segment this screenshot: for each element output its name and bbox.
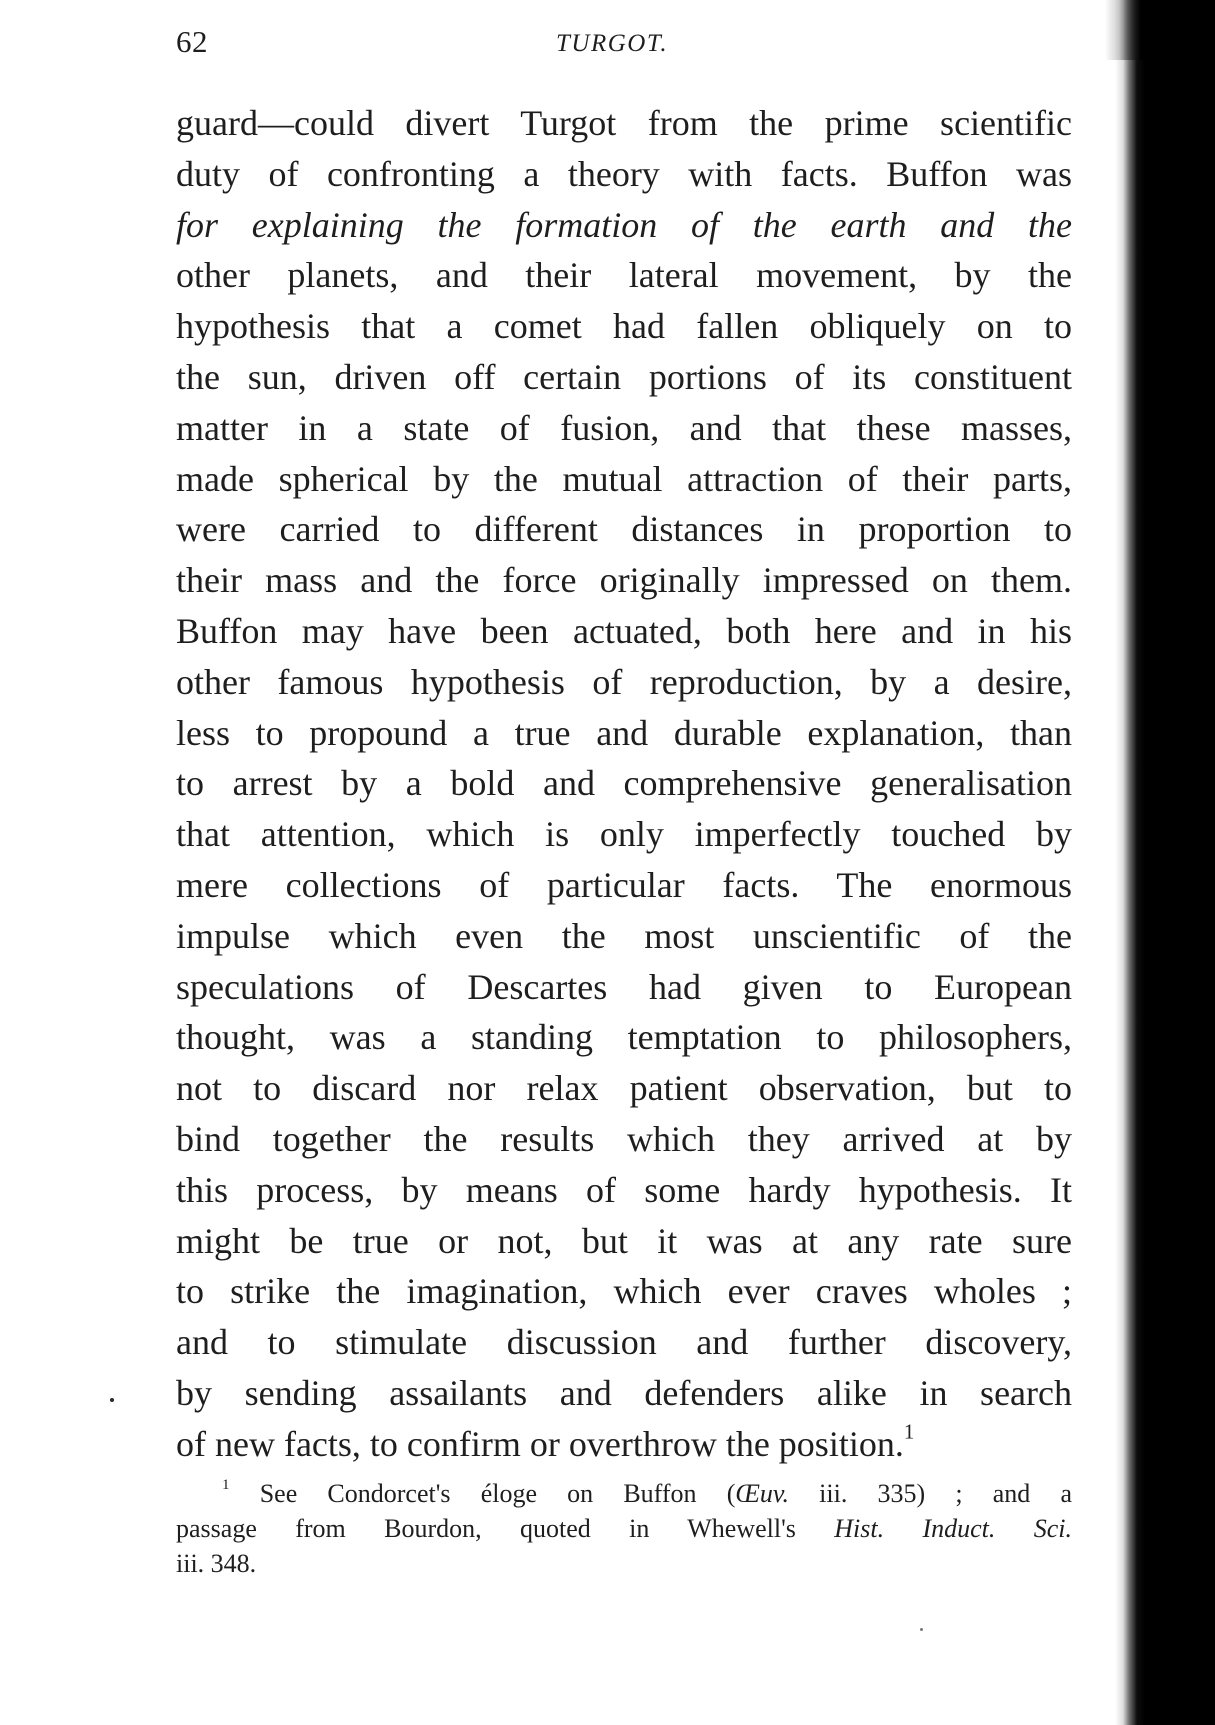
text-line: thought, was a standing temptation to philosophers, [176, 1017, 1072, 1058]
text-line: the sun, driven off certain portions of its constituent [176, 356, 1072, 397]
text-line [176, 200, 1072, 251]
text-line: and to stimulate discussion and further discovery, [176, 1322, 1072, 1363]
text-line: hypothesis that a comet had fallen obliquely on to [176, 306, 1072, 347]
text-line: impulse which even the most unscientific of the [176, 915, 1072, 956]
running-title: TURGOT. [556, 30, 669, 57]
footnote-line [176, 1476, 1072, 1511]
text-line: their mass and the force originally impressed on them. [176, 560, 1072, 601]
text-line-content: of new facts, to confirm or overthrow the position. [176, 1423, 904, 1464]
binding-gutter-shadow-top [1105, 0, 1215, 60]
text-line: Buffon may have been actuated, both here and in his [176, 610, 1072, 651]
footnote-reference: 1 [903, 1418, 915, 1443]
text-line-italic: for explaining the formation of the earth and the [176, 204, 1072, 245]
text-line: were carried to different distances in proportion to [176, 509, 1072, 550]
footnote [176, 1476, 1072, 1581]
text-line: speculations of Descartes had given to European [176, 966, 1072, 1007]
text-line: made spherical by the mutual attraction of their parts, [176, 458, 1072, 499]
body-text [176, 98, 1072, 1470]
footnote-italic: Hist. Induct. Sci. [834, 1514, 1073, 1543]
text-line: guard—could divert Turgot from the prime scientific [176, 103, 1072, 143]
text-line: this process, by means of some hardy hypothesis. It [176, 1169, 1072, 1210]
footnote-text: iii. 335) ; and a [789, 1479, 1072, 1508]
text-line: other planets, and their lateral movement, by the [176, 255, 1072, 296]
text-line: that attention, which is only imperfectly touched by [176, 814, 1072, 855]
text-line-last [176, 1419, 1072, 1470]
ink-speck [920, 1628, 923, 1631]
binding-gutter-shadow [1115, 0, 1215, 1725]
footnote-text: passage from Bourdon, quoted in Whewell's [176, 1514, 835, 1543]
text-line: not to discard nor relax patient observation, but to [176, 1068, 1072, 1109]
ink-speck [110, 1398, 114, 1402]
footnote-italic: Œuv. [735, 1479, 790, 1508]
text-line: to arrest by a bold and comprehensive generalisation [176, 763, 1072, 804]
footnote-line [176, 1511, 1072, 1546]
footnote-marker: 1 [222, 1477, 230, 1494]
text-line: other famous hypothesis of reproduction, by a desire, [176, 661, 1072, 702]
text-line: bind together the results which they arrived at by [176, 1118, 1072, 1159]
text-line: might be true or not, but it was at any rate sure [176, 1220, 1072, 1261]
text-line: by sending assailants and defenders alike in search [176, 1372, 1072, 1413]
footnote-line: iii. 348. [176, 1549, 257, 1578]
text-line: to strike the imagination, which ever craves wholes ; [176, 1271, 1072, 1312]
text-line: less to propound a true and durable explanation, than [176, 712, 1072, 753]
text-line: matter in a state of fusion, and that these masses, [176, 407, 1072, 448]
text-line: duty of confronting a theory with facts. Buffon was [176, 153, 1072, 194]
text-line: mere collections of particular facts. The enormous [176, 864, 1072, 905]
page-number: 62 [176, 24, 208, 59]
running-head [176, 24, 1072, 64]
footnote-text: See Condorcet's éloge on Buffon ( [229, 1479, 736, 1508]
